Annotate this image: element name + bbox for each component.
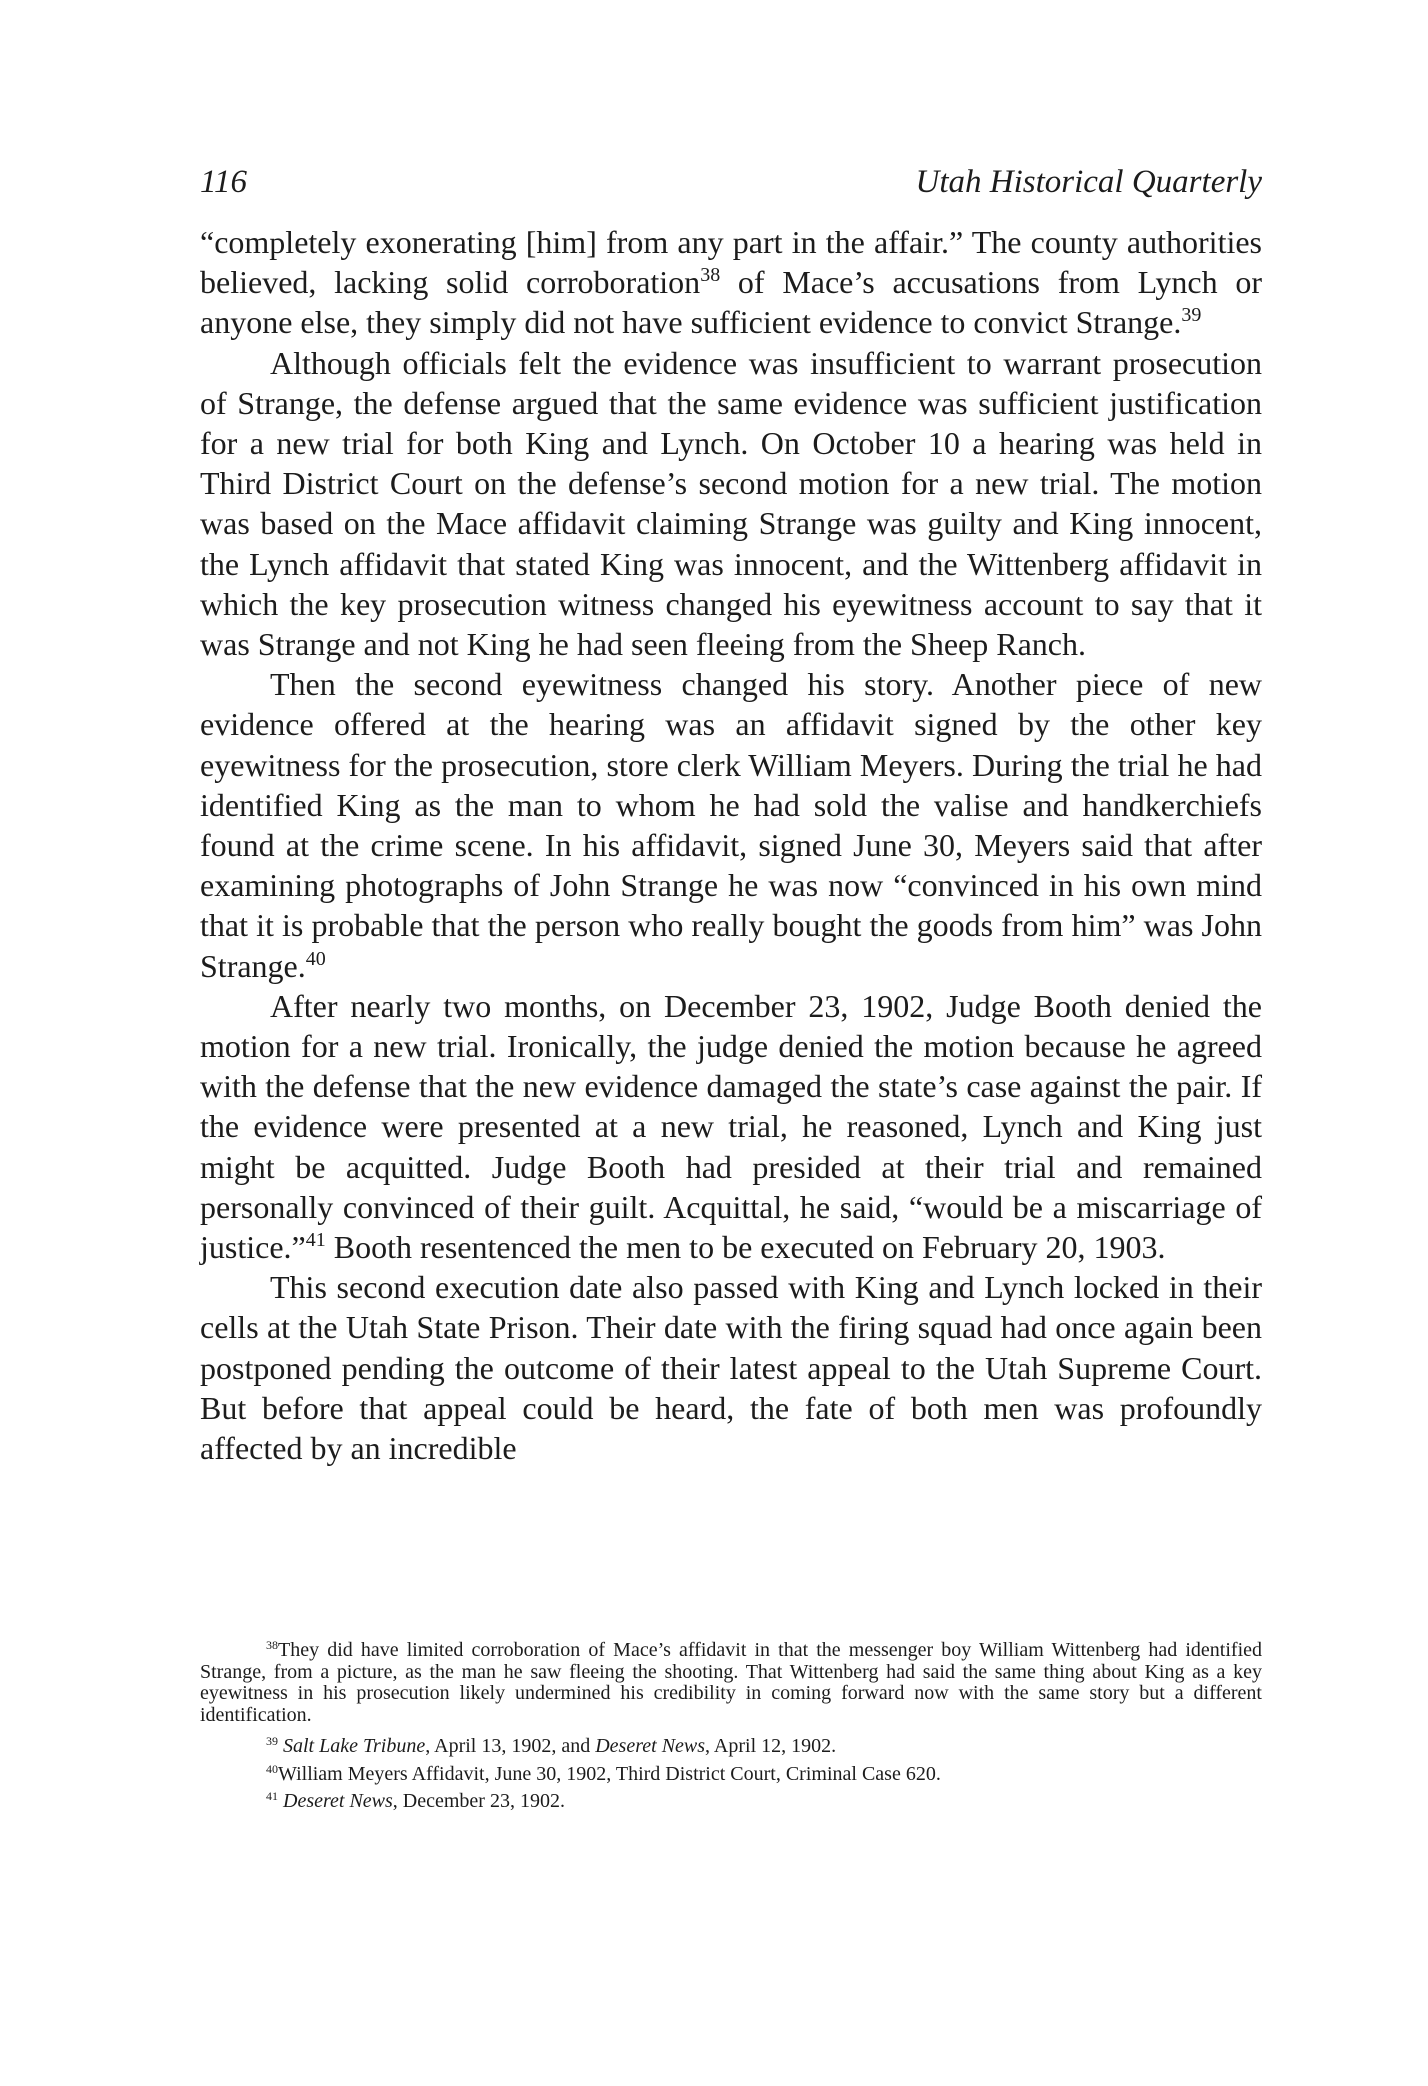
paragraph-2: Although officials felt the evidence was insufficient to warrant prosecution of Strange, the defense argued that the same evidence was sufficient justification for a new trial for both King and Lynch. On October 10 a hearing was held in Third District Court on the defense’s second motion for a new trial. The motion was based on the Mace affidavit claiming Strange was guilty and King innocent, the Lynch affidavit that stated King was innocent, and the Wittenberg affidavit in which the key prosecution witness changed his eyewitness account to say that it was Strange and not King he had seen fleeing from the Sheep Ranch.: [200, 344, 1262, 663]
footnote-40-number: 40: [266, 1761, 278, 1776]
paragraph-5: This second execution date also passed with King and Lynch locked in their cells at the Utah State Prison. Their date with the firing squad had once again been postponed pending the outcome of their latest appeal to the Utah Supreme Court. But before that appeal could be heard, the fate of both men was profoundly affected by an incredible: [200, 1269, 1262, 1467]
footnote-39: [200, 1736, 1262, 1758]
paragraph-3-text: Then the second eyewitness changed his story. Another piece of new evidence offered at the hearing was an affidavit signed by the other key eyewitness for the prosecution, store clerk William Meyers. During the trial he had identified King as the man to whom he had sold the valise and handkerchiefs found at the crime scene. In his affidavit, signed June 30, Meyers said that after examining photographs of John Strange he was now “convinced in his own mind that it is probable that the person who really bought the goods from him” was John Strange.: [200, 666, 1262, 984]
paragraph-1: [200, 222, 1262, 343]
footnote-ref-38: 38: [700, 264, 721, 287]
footnote-41-text-end: , December 23, 1902.: [392, 1790, 565, 1812]
footnote-38: [200, 1640, 1262, 1726]
footnote-38-number: 38: [266, 1638, 278, 1652]
footnote-38-text: They did have limited corroboration of Mace’s affidavit in that the messenger boy William Wittenberg had identified Strange, from a picture, as the man he saw fleeing the shooting. That Wittenberg had said the same thing about King as a key eyewitness in his prosecution likely undermined his credibility in coming forward now with the same story but a different identification.: [200, 1639, 1262, 1726]
footnote-39-number: 39: [266, 1734, 278, 1748]
paragraph-4-text-b: Booth resentenced the men to be executed on February 20, 1903.: [325, 1229, 1166, 1266]
paragraph-4-text-a: After nearly two months, on December 23, 1902, Judge Booth denied the motion for a new trial. Ironically, the judge denied the motion because he agreed with the defense that the new evidence damaged the state’s case against the pair. If the evidence were presented at a new trial, he reasoned, Lynch and King just might be acquitted. Judge Booth had presided at their trial and remained personally convinced of their guilt. Acquittal, he said, “would be a miscarriage of justice.”: [200, 987, 1262, 1266]
footnotes: [200, 1640, 1262, 1819]
footnote-41-publication: Deseret News: [283, 1790, 393, 1812]
footnote-40: [200, 1761, 1262, 1786]
paragraph-1-text-b: of Mace’s accusations from Lynch or anyone else, they simply did not have sufficient evidence to convict Strange.: [200, 264, 1263, 341]
page-number: 116: [200, 164, 248, 200]
paragraph-3: [200, 664, 1262, 986]
journal-title: Utah Historical Quarterly: [915, 164, 1262, 200]
footnote-ref-39: 39: [1181, 304, 1202, 327]
footnote-ref-41: 41: [305, 1229, 326, 1252]
footnote-41: [200, 1791, 1262, 1813]
paragraph-1-text-a: “completely exonerating [him] from any part in the affair.” The county authorities believed, lacking solid corroboration: [200, 224, 1262, 301]
paragraph-4: [200, 986, 1262, 1267]
article-body: [200, 222, 1262, 1468]
footnote-40-text: William Meyers Affidavit, June 30, 1902, Third District Court, Criminal Case 620.: [278, 1762, 941, 1785]
footnote-39-publication-2: Deseret News: [595, 1735, 706, 1757]
footnote-39-text-end: , April 12, 1902.: [705, 1735, 837, 1757]
footnote-ref-40: 40: [305, 947, 326, 970]
footnote-41-number: 41: [266, 1789, 278, 1803]
footnote-39-publication-1: Salt Lake Tribune: [283, 1735, 426, 1757]
running-header: [200, 162, 1262, 202]
footnote-39-text-mid: , April 13, 1902, and: [425, 1735, 596, 1757]
